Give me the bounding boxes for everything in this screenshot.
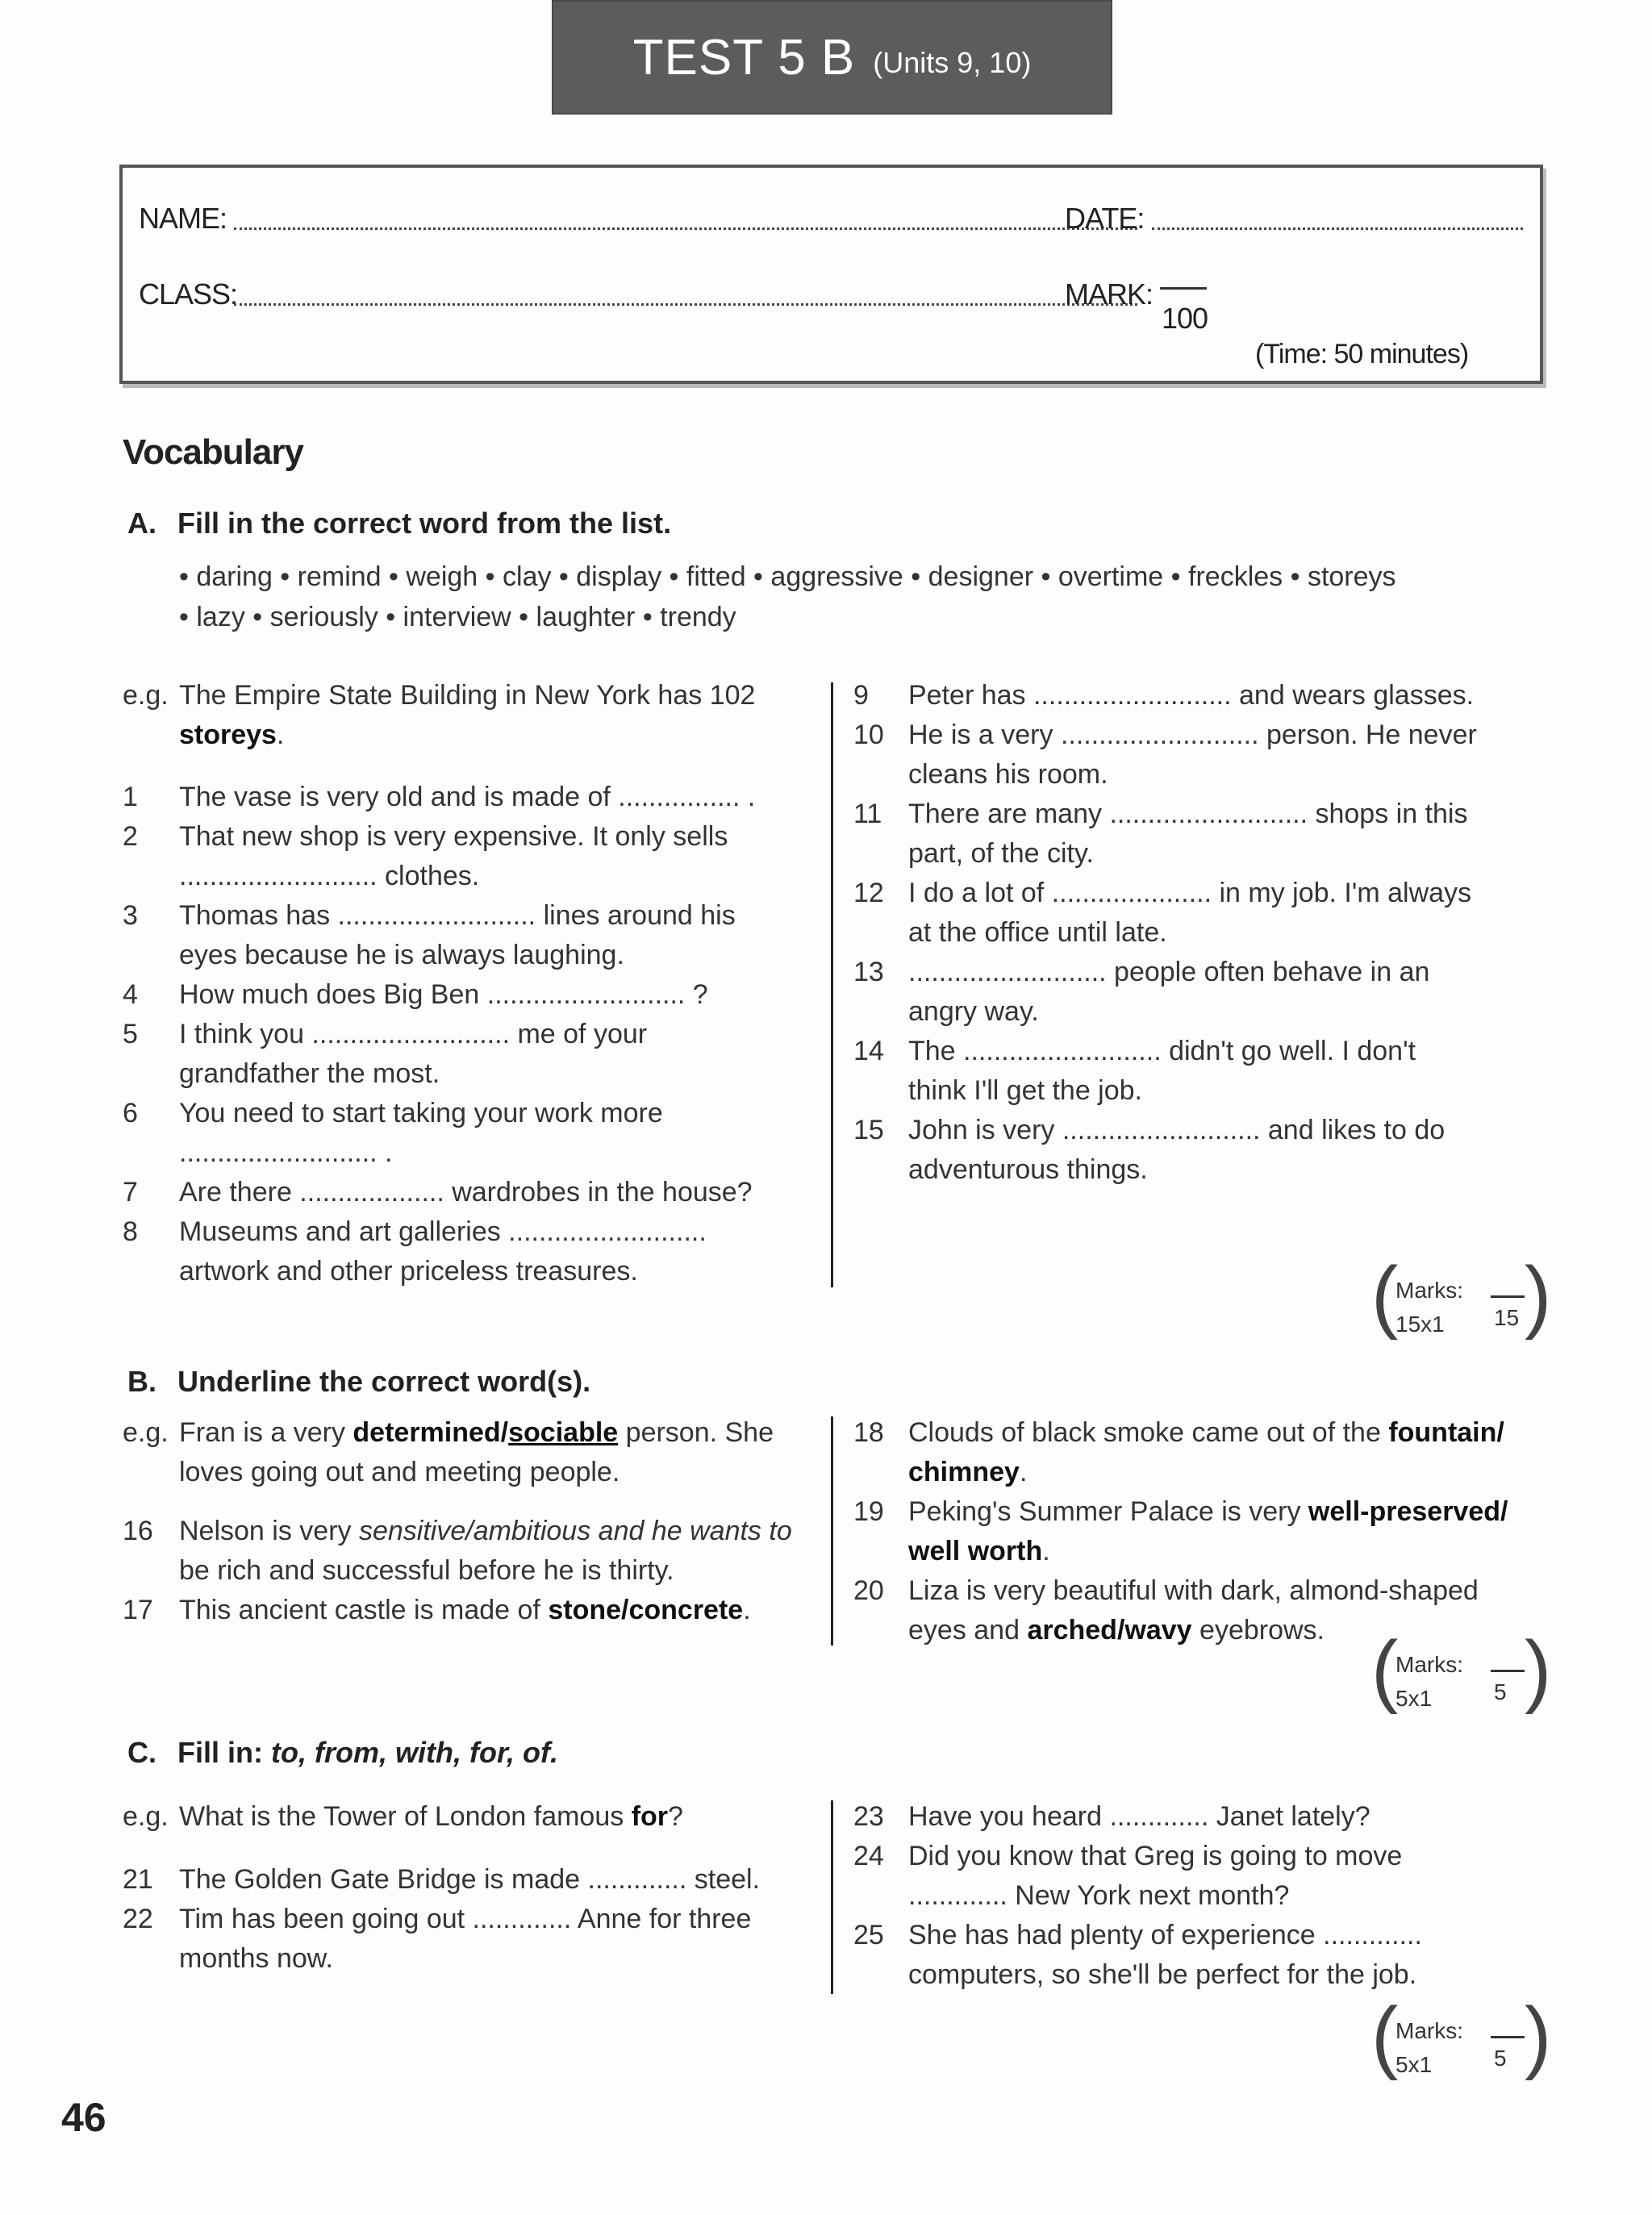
word-list-line-2: • lazy • seriously • interview • laughter • trendy: [179, 602, 736, 632]
example-a-answer: storeys.: [179, 720, 285, 750]
item-6: [123, 1094, 816, 1174]
page-number: 46: [61, 2095, 106, 2140]
item-number: 8: [123, 1216, 138, 1247]
item-text: angry way.: [908, 996, 1039, 1027]
time-limit: (Time: 50 minutes): [1255, 339, 1469, 369]
item-text: adventurous things.: [908, 1154, 1148, 1185]
item-21: 21 The Golden Gate Bridge is made ............. steel.: [123, 1864, 761, 1895]
item-number: 9: [853, 680, 869, 711]
marks-label: Marks:: [1395, 1278, 1463, 1303]
item-20: 20 Liza is very beautiful with dark, almond-shaped eyes and arched/wavy eyebrows.: [853, 1575, 1479, 1646]
item-number: 12: [853, 878, 884, 908]
item-number: 6: [123, 1098, 138, 1128]
column-divider: [831, 682, 833, 1287]
column-divider: [831, 1416, 833, 1646]
mark-total: 100: [1162, 302, 1208, 335]
marks-box-b: ( Marks: 5x1 5 ): [1371, 1625, 1552, 1715]
item-number: 1: [123, 782, 138, 812]
item-text: artwork and other priceless treasures.: [179, 1256, 638, 1287]
item-text: Thomas has .......................... lines around his: [179, 900, 736, 931]
item-number: 4: [123, 979, 138, 1010]
item-23: 23 Have you heard ............. Janet lately?: [853, 1801, 1370, 1832]
task-a-letter: A.: [127, 507, 156, 540]
item-15: [853, 1111, 1547, 1191]
marks-per-item: 15x1: [1395, 1312, 1445, 1337]
date-field[interactable]: [1152, 227, 1523, 230]
task-a-heading: [127, 507, 671, 540]
class-label: CLASS:: [139, 277, 238, 311]
item-number: 7: [123, 1177, 138, 1208]
item-text: at the office until late.: [908, 917, 1167, 948]
item-text: part, of the city.: [908, 838, 1094, 869]
item-text: John is very .......................... and likes to do: [908, 1115, 1446, 1145]
marks-box-a: ( Marks: 15x1 15 ): [1371, 1250, 1552, 1341]
item-text: think I'll get the job.: [908, 1075, 1142, 1106]
marks-total: 15: [1494, 1305, 1520, 1330]
item-number: 15: [853, 1115, 884, 1145]
task-b-instruction: Underline the correct word(s).: [177, 1365, 591, 1398]
item-text: .......................... .: [179, 1137, 393, 1168]
item-text: grandfather the most.: [179, 1058, 440, 1089]
item-11: [853, 795, 1547, 875]
item-13: [853, 953, 1547, 1033]
item-number: 11: [853, 799, 882, 829]
item-25: 25 She has had plenty of experience ............. computers, so she'll be perfect for the job.: [853, 1920, 1422, 1990]
item-text: I do a lot of ..................... in my job. I'm always: [908, 878, 1472, 908]
item-19: 19 Peking's Summer Palace is very well-preserved/ well worth.: [853, 1496, 1508, 1566]
word-list-line-1: • daring • remind • weigh • clay • display • fitted • aggressive • designer • overtime • freckles • storeys: [179, 561, 1396, 592]
example-a-line-1: The Empire State Building in New York has 102: [179, 680, 756, 711]
task-b-letter: B.: [127, 1365, 156, 1398]
item-text: That new shop is very expensive. It only sells: [179, 821, 728, 852]
mark-label: MARK:: [1065, 277, 1153, 311]
task-a-instruction: Fill in the correct word from the list.: [177, 507, 672, 540]
item-number: 2: [123, 821, 138, 852]
item-text: I think you .......................... me of your: [179, 1019, 648, 1049]
item-text: .......................... clothes.: [179, 861, 480, 891]
item-2: [123, 817, 816, 898]
test-units: (Units 9, 10): [873, 46, 1032, 79]
item-text: He is a very .......................... person. He never: [908, 720, 1477, 750]
item-text: .......................... people often behave in an: [908, 957, 1430, 987]
item-12: [853, 874, 1547, 954]
item-text: There are many .......................... shops in this: [908, 799, 1468, 829]
item-24: 24 Did you know that Greg is going to move ............. New York next month?: [853, 1841, 1403, 1911]
name-label: NAME:: [139, 202, 227, 235]
item-18: 18 Clouds of black smoke came out of the fountain/ chimney.: [853, 1417, 1504, 1487]
title-banner: [552, 0, 1112, 115]
date-label: DATE:: [1065, 202, 1145, 235]
item-text: Peter has .......................... and wears glasses.: [908, 680, 1475, 711]
item-text: eyes because he is always laughing.: [179, 940, 624, 970]
item-text: How much does Big Ben .......................... ?: [179, 979, 708, 1010]
item-8: [123, 1212, 816, 1293]
item-text: The vase is very old and is made of ................ .: [179, 782, 756, 812]
class-field[interactable]: [234, 303, 1137, 306]
item-22: 22 Tim has been going out ............. Anne for three months now.: [123, 1904, 752, 1974]
marks-box-c: ( Marks: 5x1 5 ): [1371, 1991, 1552, 2081]
column-divider: [831, 1800, 833, 1994]
item-16: 16 Nelson is very sensitive/ambitious and he wants to be rich and successful before he is thirty.: [123, 1516, 792, 1586]
item-text: cleans his room.: [908, 759, 1108, 790]
mark-fraction-line: [1160, 287, 1207, 290]
example-label: e.g.: [123, 680, 169, 711]
task-b-heading: [127, 1365, 590, 1399]
task-c-heading: C. Fill in: to, from, with, for, of.: [127, 1736, 558, 1769]
item-14: [853, 1032, 1547, 1112]
item-5: [123, 1015, 816, 1095]
test-title: TEST 5 B: [632, 29, 856, 86]
item-number: 14: [853, 1036, 884, 1066]
item-text: The .......................... didn't go well. I don't: [908, 1036, 1416, 1066]
item-number: 3: [123, 900, 138, 931]
item-10: [853, 715, 1547, 796]
example-b: e.g. Fran is a very determined/sociable person. She loves going out and meeting people.: [123, 1417, 774, 1487]
item-text: You need to start taking your work more: [179, 1098, 663, 1128]
section-title-vocabulary: Vocabulary: [123, 432, 303, 472]
name-field[interactable]: [234, 227, 1137, 230]
item-number: 5: [123, 1019, 138, 1049]
item-text: Museums and art galleries ..........................: [179, 1216, 707, 1247]
item-number: 10: [853, 720, 884, 750]
header-box: [119, 165, 1543, 384]
item-text: Are there ................... wardrobes in the house?: [179, 1177, 753, 1208]
example-c: e.g. What is the Tower of London famous for?: [123, 1801, 683, 1832]
item-3: [123, 896, 816, 977]
item-17: 17 This ancient castle is made of stone/concrete.: [123, 1595, 751, 1625]
item-number: 13: [853, 957, 884, 987]
